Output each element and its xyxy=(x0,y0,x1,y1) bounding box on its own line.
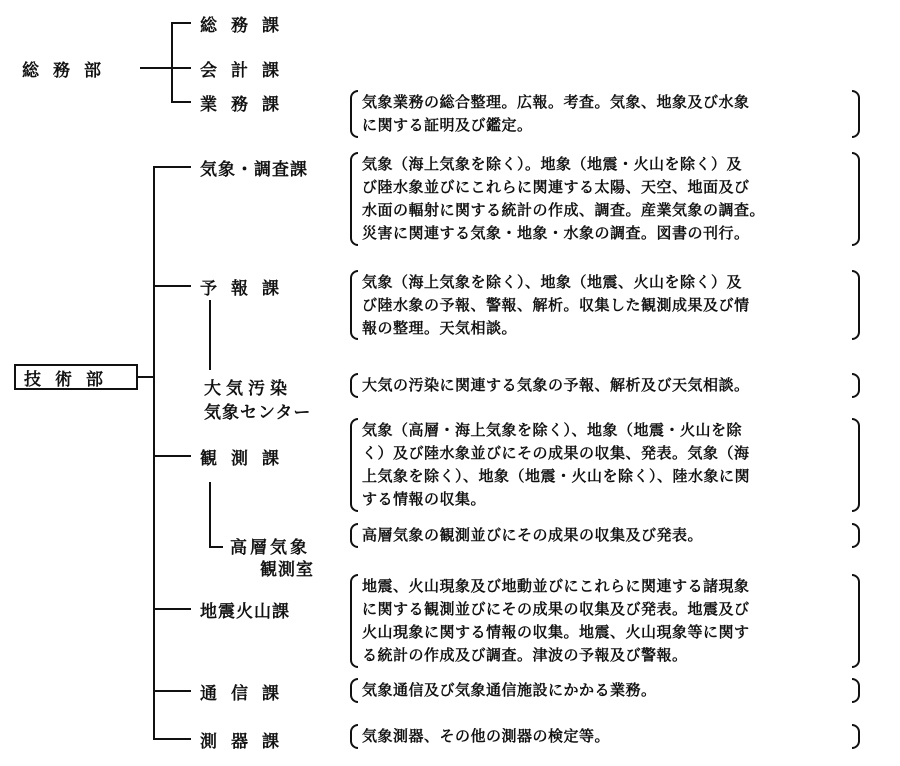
bracket-left-taiki xyxy=(350,373,358,398)
desc-line: 災害に関連する気象・地象・水象の調査。図書の刊行。 xyxy=(362,224,750,242)
connector-gyomu-section xyxy=(171,101,191,103)
connector-tsushin-section xyxy=(153,690,191,692)
desc-line: 気象（海上気象を除く）、地象（地震、火山を除く）及 xyxy=(362,273,743,291)
bracket-right-tsushin xyxy=(852,678,860,703)
section-tsushin: 通信課 xyxy=(200,684,293,704)
section-kansoku: 観測課 xyxy=(200,449,293,469)
desc-line: 気象業務の総合整理。広報。考査。気象、地象及び水象 xyxy=(362,93,750,111)
bracket-left-kisho-chosa xyxy=(350,152,358,246)
desc-gyomu xyxy=(362,91,850,137)
desc-line: び陸水象並びにこれらに関連する太陽、天空、地面及び xyxy=(362,178,750,196)
desc-line: 気象（海上気象を除く）。地象（地震・火山を除く）及 xyxy=(362,155,743,173)
desc-line: 水面の輻射に関する統計の作成、調査。産業気象の調査。 xyxy=(362,201,766,219)
connector-kansoku-section xyxy=(153,455,191,457)
desc-line: する情報の収集。 xyxy=(362,490,487,508)
bracket-left-yoho xyxy=(350,270,358,340)
section-jishin: 地震火山課 xyxy=(200,602,290,622)
desc-jishin xyxy=(362,575,850,667)
connector-koso-sub xyxy=(209,546,223,548)
bracket-right-jishin xyxy=(852,574,860,668)
section-taiki-line2: 気象センター xyxy=(204,403,312,423)
desc-kansoku xyxy=(362,419,850,511)
connector-somu-section xyxy=(171,22,191,24)
connector-yoho-sub xyxy=(209,300,211,370)
desc-line: 高層気象の観測並びにその成果の収集及び発表。 xyxy=(362,526,704,544)
bracket-right-kansoku xyxy=(852,418,860,512)
desc-line: 気象通信及び気象通信施設にかかる業務。 xyxy=(362,681,657,699)
section-kaikei: 会計課 xyxy=(200,61,293,81)
desc-line: 報の整理。天気相談。 xyxy=(362,319,518,337)
desc-line: に関する証明及び鑑定。 xyxy=(362,116,533,134)
desc-line: く）及び陸水象並びにその成果の収集、発表。気象（海 xyxy=(362,444,750,462)
section-kisho-chosa: 気象・調査課 xyxy=(200,160,308,180)
desc-tsushin xyxy=(362,679,850,702)
bracket-right-yoho xyxy=(852,270,860,340)
desc-line: る統計の作成及び調査。津波の予報及び警報。 xyxy=(362,646,688,664)
connector-somu-dept xyxy=(140,67,172,69)
bracket-left-koso xyxy=(350,523,358,548)
bracket-left-kansoku xyxy=(350,418,358,512)
desc-line: び陸水象の予報、警報、解析。収集した観測成果及び情 xyxy=(362,296,750,314)
connector-gijutsu-dept xyxy=(138,376,154,378)
connector-sokki-section xyxy=(153,738,191,740)
connector-gijutsu-trunk xyxy=(153,166,155,739)
connector-jishin-section xyxy=(153,608,191,610)
bracket-left-gyomu xyxy=(350,90,358,138)
section-gyomu: 業務課 xyxy=(200,95,293,115)
desc-line: 大気の汚染に関連する気象の予報、解析及び天気相談。 xyxy=(362,376,750,394)
desc-line: 気象（高層・海上気象を除く）、地象（地震・火山を除 xyxy=(362,421,743,439)
bracket-left-tsushin xyxy=(350,678,358,703)
bracket-right-taiki xyxy=(852,373,860,398)
connector-kisho-chosa-section xyxy=(153,166,191,168)
section-koso-line2: 観測室 xyxy=(260,560,314,580)
desc-line: 地震、火山現象及び地動並びにこれらに関連する諸現象 xyxy=(362,577,750,595)
bracket-right-gyomu xyxy=(852,90,860,138)
desc-line: 気象測器、その他の測器の検定等。 xyxy=(362,727,611,745)
connector-yoho-section xyxy=(153,285,191,287)
desc-line: 火山現象に関する情報の収集。地震、火山現象等に関す xyxy=(362,623,750,641)
section-taiki-line1: 大気汚染 xyxy=(204,379,292,399)
desc-yoho xyxy=(362,271,850,340)
connector-somu-trunk xyxy=(171,22,173,102)
bracket-right-sokki xyxy=(852,724,860,749)
bracket-left-jishin xyxy=(350,574,358,668)
desc-line: に関する観測並びにその成果の収集及び発表。地震及び xyxy=(362,600,750,618)
bracket-left-sokki xyxy=(350,724,358,749)
section-koso-line1: 高層気象 xyxy=(230,538,310,558)
desc-sokki xyxy=(362,725,850,748)
dept-somu-label: 総務部 xyxy=(22,61,115,81)
desc-kisho-chosa xyxy=(362,153,850,245)
connector-kansoku-sub xyxy=(209,482,211,548)
connector-kaikei-section xyxy=(171,67,191,69)
desc-koso xyxy=(362,524,850,547)
section-sokki: 測器課 xyxy=(200,732,293,752)
desc-taiki xyxy=(362,374,850,397)
desc-line: 上気象を除く）、地象（地震・火山を除く）、陸水象に関 xyxy=(362,467,751,485)
bracket-right-koso xyxy=(852,523,860,548)
bracket-right-kisho-chosa xyxy=(852,152,860,246)
dept-gijutsu-box: 技術部 xyxy=(14,364,138,390)
section-somu: 総務課 xyxy=(200,16,293,36)
section-yoho: 予報課 xyxy=(200,279,293,299)
